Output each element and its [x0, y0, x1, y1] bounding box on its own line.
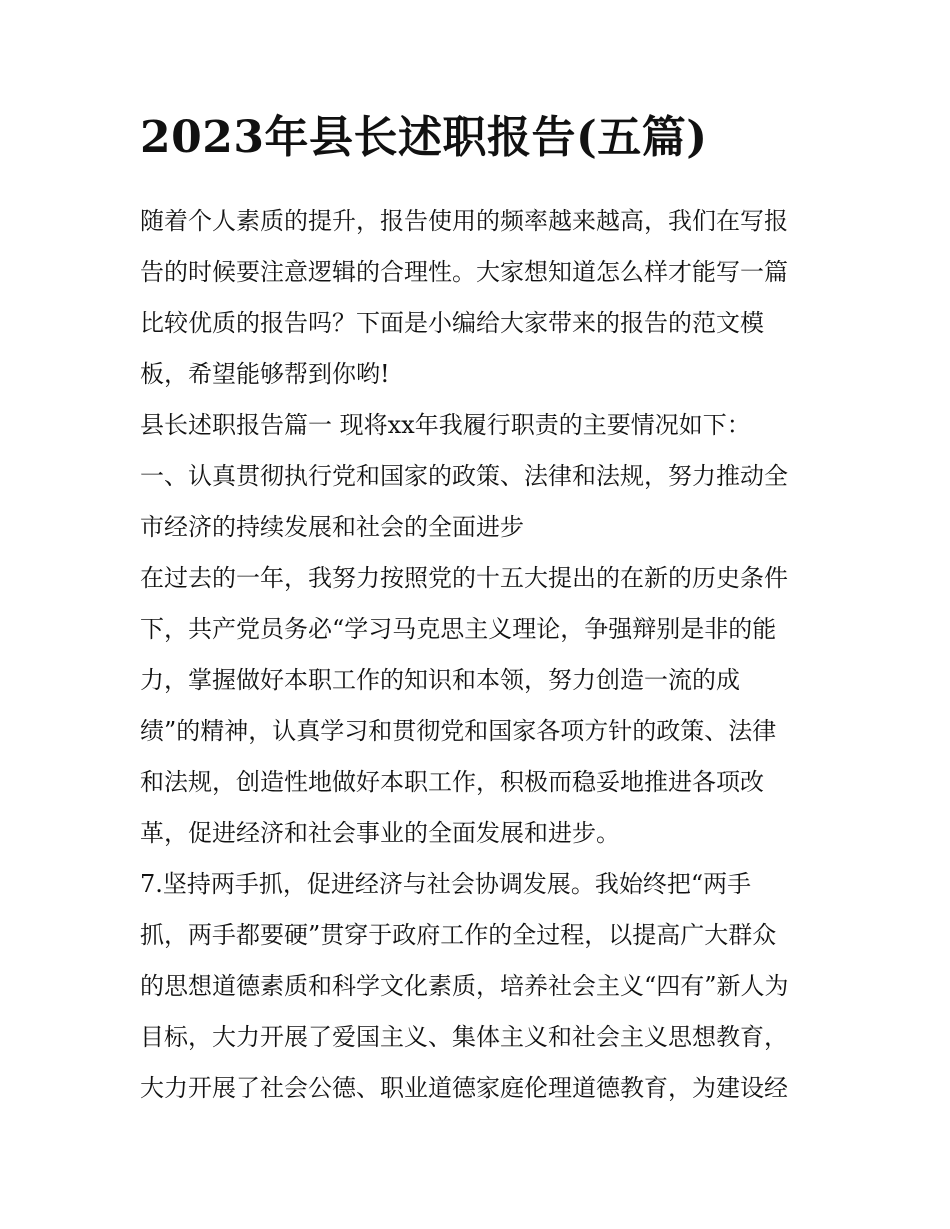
text-line: 市经济的持续发展和社会的全面进步 [140, 513, 524, 541]
section-heading-line: 县长述职报告篇一 现将xx年我履行职责的主要情况如下： [140, 411, 751, 439]
text-line: 力，掌握做好本职工作的知识和本领，努力创造一流的成 [140, 666, 740, 694]
text-line: 下，共产党员务必“学习马克思主义理论，争强辩别是非的能 [140, 615, 777, 643]
page-title: 2023年县长述职报告(五篇) [140, 112, 708, 163]
text-line: 随着个人素质的提升，报告使用的频率越来越高，我们在写报 [140, 207, 788, 235]
text-line: 在过去的一年，我努力按照党的十五大提出的在新的历史条件 [140, 564, 788, 592]
text-line: 一、认真贯彻执行党和国家的政策、法律和法规，努力推动全 [140, 462, 788, 490]
text-line: 板，希望能够帮到你哟! [140, 360, 390, 388]
text-line: 绩”的精神，认真学习和贯彻党和国家各项方针的政策、法律 [140, 717, 777, 745]
text-line: 目标，大力开展了爱国主义、集体主义和社会主义思想教育， [140, 1023, 788, 1051]
text-line: 大力开展了社会公德、职业道德家庭伦理道德教育，为建设经 [140, 1074, 788, 1102]
text-line: 抓，两手都要硬”贯穿于政府工作的全过程，以提高广大群众 [140, 921, 777, 949]
text-line: 比较优质的报告吗？下面是小编给大家带来的报告的范文模 [140, 309, 764, 337]
text-line: 的思想道德素质和科学文化素质，培养社会主义“四有”新人为 [140, 972, 789, 1000]
text-line: 革，促进经济和社会事业的全面发展和进步。 [140, 819, 620, 847]
document-body [140, 196, 820, 1114]
text-line: 告的时候要注意逻辑的合理性。大家想知道怎么样才能写一篇 [140, 258, 788, 286]
document-page [140, 110, 820, 1114]
text-line: 和法规，创造性地做好本职工作，积极而稳妥地推进各项改 [140, 768, 764, 796]
text-line: 7.坚持两手抓，促进经济与社会协调发展。我始终把“两手 [140, 870, 752, 898]
